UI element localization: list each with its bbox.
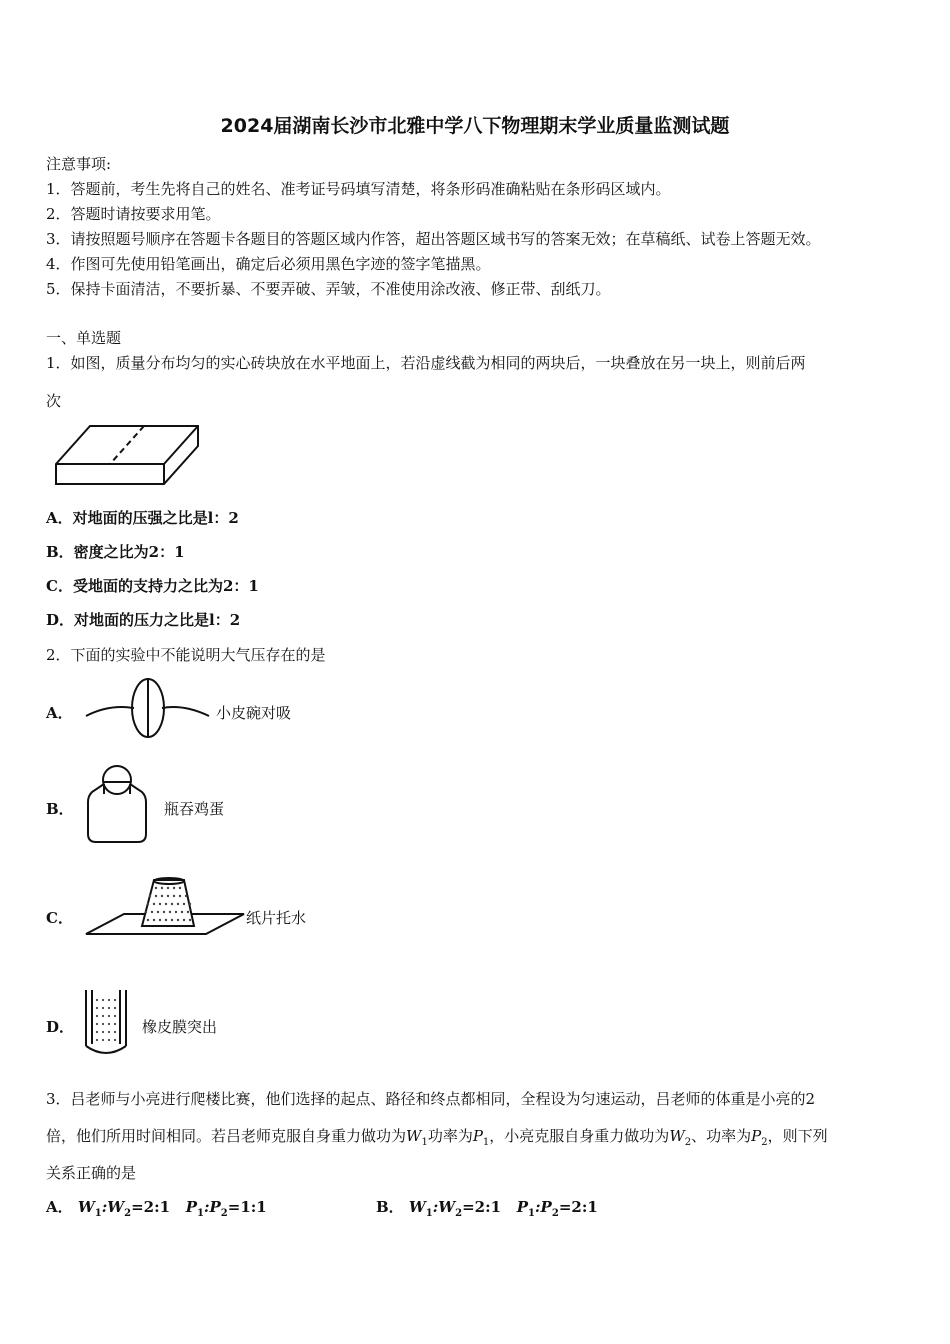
suction-cups-figure [84,676,214,741]
q3-option-a: A． $W_1:W_2=2:1$ $P_1:P_2=1:1$ [46,1198,267,1219]
q3-stem-line2: 倍，他们所用时间相同。若吕老师克服自身重力做功为$W_1$功率为$P_1$，小亮克服自身重力做功为$W_2$、功率为$P_2$，则下列 [46,1127,828,1148]
section-heading: 一、单选题 [46,329,122,347]
bottle-egg-figure [86,762,150,844]
notice-heading: 注意事项: [46,155,112,173]
q2-option-c-letter: C． [46,909,73,927]
notice-item-1: 1．答题前，考生先将自己的姓名、准考证号码填写清楚，将条形码准确粘贴在条形码区域内。 [46,180,671,198]
q1-option-d: D．对地面的压力之比是l：2 [46,611,241,629]
q2-option-b-letter: B． [46,800,74,818]
q2-stem: 2．下面的实验中不能说明大气压存在的是 [46,646,326,664]
notice-item-2: 2．答题时请按要求用笔。 [46,205,221,223]
q3-option-b: B． $W_1:W_2=2:1$ $P_1:P_2=2:1$ [376,1198,598,1219]
page-title: 2024届湖南长沙市北雅中学八下物理期末学业质量监测试题 [220,115,730,137]
q2-option-c-caption: 纸片托水 [246,909,307,927]
q2-option-b-caption: 瓶吞鸡蛋 [164,800,225,818]
rubber-membrane-figure [80,988,130,1060]
q1-stem-line2: 次 [46,392,62,410]
q1-stem-line1: 1．如图，质量分布均匀的实心砖块放在水平地面上，若沿虚线截为相同的两块后，一块叠放在另一块上，则前后两 [46,354,806,372]
q2-option-a-caption: 小皮碗对吸 [216,704,292,722]
q1-option-c: C．受地面的支持力之比为2：1 [46,577,259,595]
brick-figure [50,420,205,485]
notice-item-3: 3．请按照题号顺序在答题卡各题目的答题区域内作答，超出答题区域书写的答案无效；在草稿纸、试卷上答题无效。 [46,230,821,248]
paper-water-figure [84,876,244,938]
notice-item-4: 4．作图可先使用铅笔画出，确定后必须用黑色字迹的签字笔描黑。 [46,255,491,273]
q3-stem-line1: 3．吕老师与小亮进行爬楼比赛，他们选择的起点、路径和终点都相同，全程设为匀速运动，吕老师的体重是小亮的2 [46,1090,816,1108]
q1-option-b: B．密度之比为2：1 [46,543,185,561]
q3-stem-line3: 关系正确的是 [46,1164,137,1182]
q2-option-d-letter: D． [46,1018,75,1036]
q2-option-d-caption: 橡皮膜突出 [142,1018,218,1036]
q2-option-a-letter: A． [46,704,73,722]
q1-option-a: A．对地面的压强之比是l：2 [46,509,239,527]
notice-item-5: 5．保持卡面清洁，不要折暴、不要弄破、弄皱，不准使用涂改液、修正带、刮纸刀。 [46,280,611,298]
